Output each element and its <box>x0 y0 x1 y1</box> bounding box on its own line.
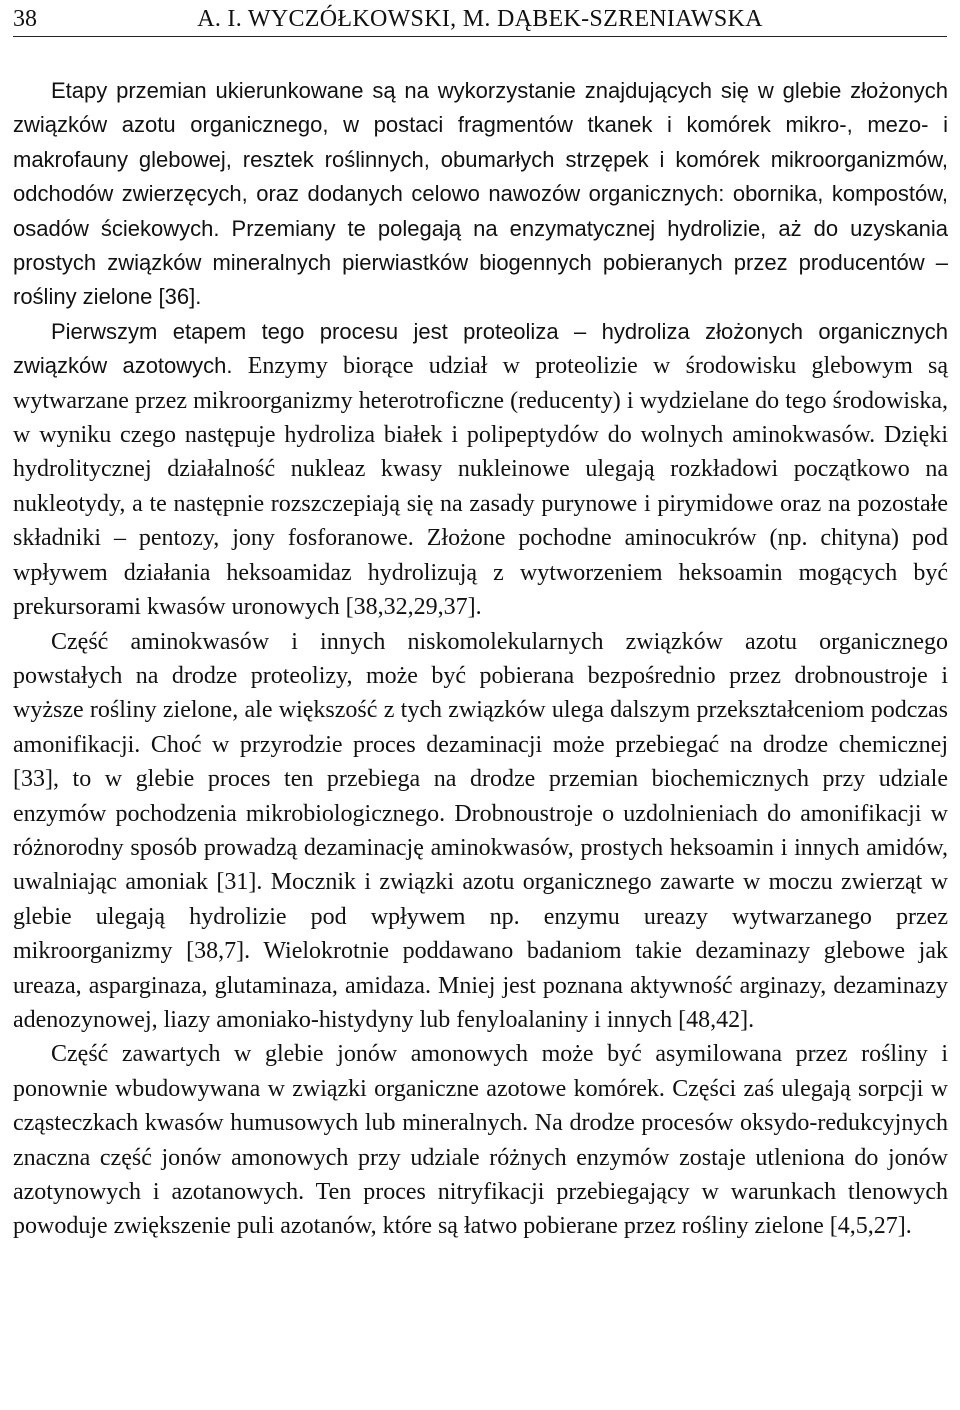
paragraph-4: Część zawartych w glebie jonów amonowych może być asymilowana przez rośliny i ponownie wbudowywana w związki organiczne azotowe komórek. Części zaś ulegają sorpcji w cząsteczkach kwasów humusowych lub mineralnych. Na drodze procesów oksydo-redukcyjnych znaczna część jonów amonowych przy udziale różnych enzymów zostaje utleniona do jonów azotynowych i azotanowych. Ten proces nitryfikacji przebiegający w warunkach tlenowych powoduje zwiększenie puli azotanów, które są łatwo pobierane przez rośliny zielone [4,5,27]. <box>13 1041 948 1240</box>
page-number: 38 <box>13 6 37 32</box>
running-header <box>13 4 947 37</box>
header-title: A. I. WYCZÓŁKOWSKI, M. DĄBEK-SZRENIAWSKA <box>197 6 763 32</box>
paragraph-2-first-sentence: Pierwszym etapem tego procesu jest proteoliza – hydroliza złożonych organicznych związków azotowych. <box>13 318 948 379</box>
paragraph-3: Część aminokwasów i innych niskomolekularnych związków azotu organicznego powstałych na drodze proteolizy, może być pobierana bezpośrednio przez drobnoustroje i wyższe rośliny zielone, ale większość z tych związków ulega dalszym przekształceniom podczas amonifikacji. Choć w przyrodzie proces dezaminacji może przebiegać na drodze chemicznej [33], to w glebie proces ten przebiega na drodze przemian biochemicznych przy udziale enzymów pochodzenia mikrobiologicznego. Drobnoustroje o uzdolnieniach do amonifikacji w różnorodny sposób prowadzą dezaminację aminokwasów, prostych heksoamin i innych amidów, uwalniając amoniak [31]. Mocznik i związki azotu organicznego zawarte w moczu zwierząt w glebie ulegają hydrolizie pod wpływem np. enzymu ureazy wytwarzanego przez mikroorganizmy [38,7]. Wielokrotnie poddawano badaniom takie dezaminazy glebowe jak ureaza, asparginaza, glutaminaza, amidaza. Mniej jest poznana aktywność arginazy, dezaminazy adenozynowej, liazy amoniako-histydyny lub fenyloalaniny i innych [48,42]. <box>13 628 948 1033</box>
paragraph-2-body: Enzymy biorące udział w proteolizie w środowisku glebowym są wytwarzane przez mikroorganizmy heterotroficzne (reducenty) i wydzielane do tego środowiska, w wyniku czego następuje hydroliza białek i polipeptydów do wolnych aminokwasów. Dzięki hydrolitycznej działalność nukleaz kwasy nukleinowe ulegają rozkładowi początkowo na nukleotydy, a te następnie rozszczepiają się na zasady purynowe i pirymidowe oraz na pozostałe składniki – pentozy, jony fosforanowe. Złożone pochodne aminocukrów (np. chityna) pod wpływem działania heksoamidaz hydrolizują z wytworzeniem heksoamin mogących być prekursorami kwasów uronowych [38,32,29,37]. <box>13 353 948 621</box>
paragraph-1: Etapy przemian ukierunkowane są na wykorzystanie znajdujących się w glebie złożonych związków azotu organicznego, w postaci fragmentów tkanek i komórek mikro-, mezo- i makrofauny glebowej, resztek roślinnych, obumarłych strzępek i komórek mikroorganizmów, odchodów zwierzęcych, oraz dodanych celowo nawozów organicznych: obornika, kompostów, osadów ściekowych. Przemiany te polegają na enzymatycznej hydrolizie, aż do uzyskania prostych związków mineralnych pierwiastków biogennych pobieranych przez producentów – rośliny zielone [36]. <box>13 78 948 310</box>
paragraph-2 <box>13 315 948 625</box>
body-text <box>13 74 948 1244</box>
